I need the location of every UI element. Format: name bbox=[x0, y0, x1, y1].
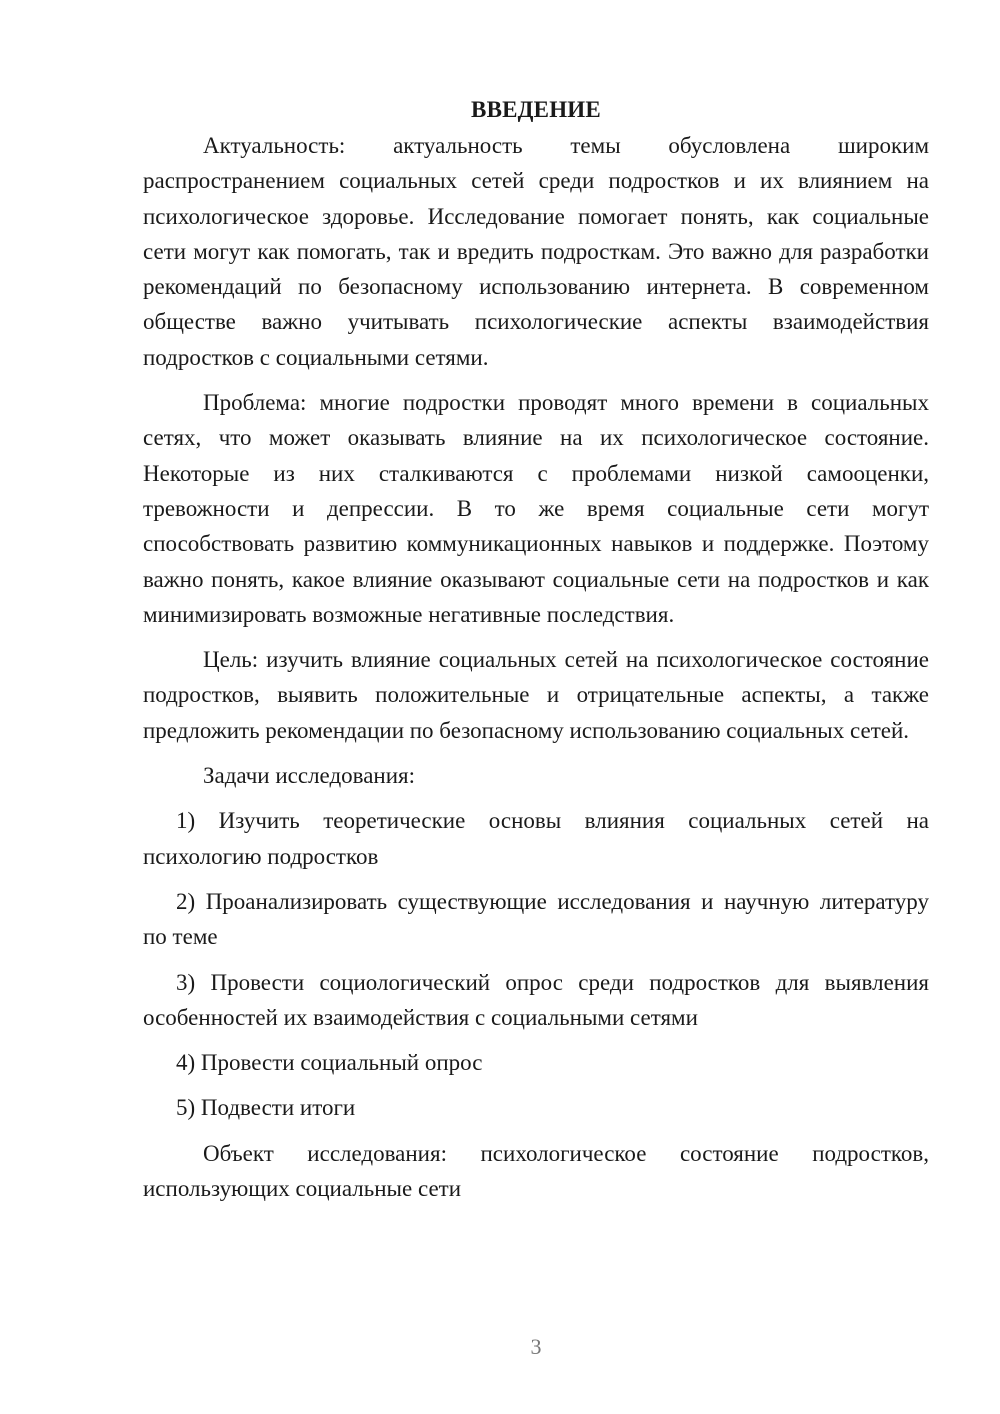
document-page bbox=[143, 92, 929, 1216]
task-item-1: 1) Изучить теоретические основы влияния социальных сетей на психологию подростков bbox=[143, 808, 929, 869]
tasks-heading: Задачи исследования: bbox=[203, 763, 416, 789]
object-paragraph: Объект исследования: психологическое состояние подростков, использующих социальные сети bbox=[143, 1140, 929, 1202]
problem-paragraph: Проблема: многие подростки проводят много времени в социальных сетях, что может оказывать влияние на их психологическое состояние. Некоторые из них сталкиваются с проблемами низкой самооценки, тревожности и депрессии. В то же время социальные сети могут способствовать развитию коммуникационных навыков и поддержке. Поэтому важно понять, какое влияние оказывают социальные сети на подростков и как минимизировать возможные негативные последствия. bbox=[143, 390, 929, 627]
task-item-4: 4) Провести социальный опрос bbox=[176, 1050, 483, 1076]
task-item-3: 3) Провести социологический опрос среди подростков для выявления особенностей их взаимодействия с социальными сетями bbox=[143, 969, 929, 1030]
task-item-5: 5) Подвести итоги bbox=[176, 1095, 356, 1121]
page-number: 3 bbox=[530, 1334, 542, 1359]
relevance-paragraph: Актуальность: актуальность темы обусловлена широким распространением социальных сетей среди подростков и их влиянием на психологическое здоровье. Исследование помогает понять, как социальные сети могут как помогать, так и вредить подросткам. Это важно для разработки рекомендаций по безопасному использованию интернета. В современном обществе важно учитывать психологические аспекты взаимодействия подростков с социальными сетями. bbox=[143, 133, 929, 370]
section-heading: ВВЕДЕНИЕ bbox=[471, 97, 601, 122]
task-item-2: 2) Проанализировать существующие исследования и научную литературу по теме bbox=[143, 888, 929, 950]
goal-paragraph: Цель: изучить влияние социальных сетей на психологическое состояние подростков, выявить положительные и отрицательные аспекты, а также предложить рекомендации по безопасному использованию социальных сетей. bbox=[143, 647, 929, 743]
